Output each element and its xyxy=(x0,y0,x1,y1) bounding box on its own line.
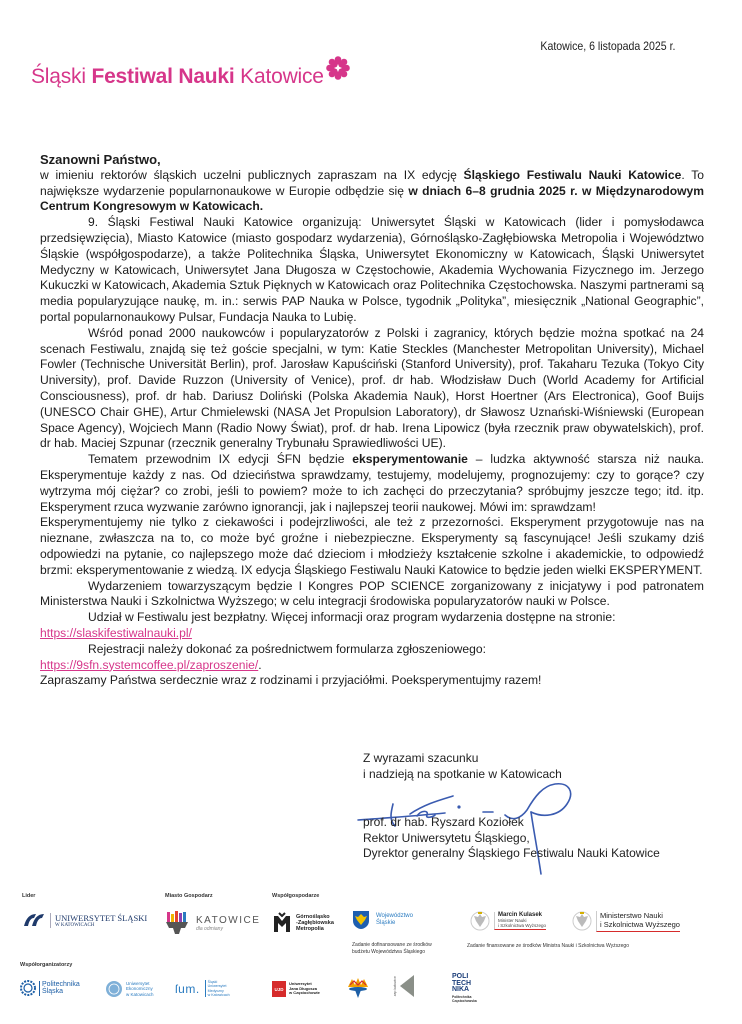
metropolia-line-2: -Zagłębiowska xyxy=(296,919,334,926)
ujd-line-1: Uniwersytet xyxy=(289,980,312,986)
logo-text-festiwal-nauki: Festiwal Nauki xyxy=(91,65,235,88)
asp-triangle-icon xyxy=(400,975,414,997)
ministry-funding-note: Zadanie finansowane ze środków Ministra Nauki i Szkolnictwa Wyższego xyxy=(467,943,629,949)
ue-line-1: Uniwersytet xyxy=(126,981,150,987)
intro-text-1: w imieniu rektorów śląskich uczelni publicznych zapraszam na IX edycję xyxy=(40,167,464,182)
sum-line-1: Śląski xyxy=(207,980,218,984)
paragraph-registration: Rejestracji należy dokonać za pośrednictwem formularza zgłoszeniowego: xyxy=(88,641,486,656)
logo-ujd xyxy=(272,981,320,997)
paragraph-free-entry: Udział w Festiwalu jest bezpłatny. Więcej informacji oraz program wydarzenia dostępne na stronie: xyxy=(88,610,616,625)
logo-politechnika-czestochowska xyxy=(452,974,477,1003)
signer-block xyxy=(363,815,660,862)
greeting: Szanowni Państwo, xyxy=(40,152,161,167)
festival-logo xyxy=(31,56,350,89)
logo-text-slaski: Śląski xyxy=(31,65,92,88)
signer-title-2: Dyrektor generalny Śląskiego Festiwalu Nauki Katowice xyxy=(363,846,660,860)
katowice-tagline: dla odmiany xyxy=(196,925,223,932)
logo-metropolia xyxy=(272,912,334,934)
label-coorganizers: Współorganizatorzy xyxy=(20,962,73,968)
katowice-emblem-icon xyxy=(165,910,191,936)
closing-salutation xyxy=(363,751,562,782)
polish-eagle-icon xyxy=(572,910,592,932)
intro-date-venue: w dniach 6–8 grudnia 2025 r. w Międzynarodowym Centrum Kongresowym w Katowicach. xyxy=(40,183,704,214)
katowice-name: KATOWICE xyxy=(196,914,261,926)
paragraph-guests: Wśród ponad 2000 naukowców i popularyzatorów z Polski i zagranicy, których będzie można spotkać na 24 scenach Festiwalu, znajdą się też goście specjalni, w tym: Katie Steckles (Manchester Metropolitan University), Michael Fowler (Technische Universität Berlin), prof. Jarosław Kapuściński (Stanford University), prof. Takaharu Tezuka (Tokyo City University), prof. Davide Ruzzon (University of Venice), prof. dr hab. Włodzisław Duch (World Academy for Artificial Consciousness), prof. dr hab. Dariusz Doliński (Polska Akademia Nauk), Horst Hoertner (Ars Electronica), Goof Buijs (UNESCO Chair GHE), Artur Chmielewski (NASA Jet Propulsion Laboratory), dr Sławosz Uznański-Wiśniewski (European Space Agency), Wojciech Mann (Radio Nowy Świat), prof. dr hab. Irena Lipowicz (była rzecznik praw obywatelskich), prof. dr hab. Maciej Szpunar (rzecznik generalny Trybunału Sprawiedliwości UE). xyxy=(40,325,704,451)
minister-name: Marcin Kulasek xyxy=(498,912,543,918)
logo-wojewodztwo-slaskie xyxy=(352,910,413,930)
theme-text-1: Tematem przewodnim IX edycji ŚFN będzie xyxy=(88,452,353,467)
minister-title-1: Minister Nauki xyxy=(498,918,527,923)
logo-slaski-uniwersytet-medyczny xyxy=(175,980,230,997)
letter-date: Katowice, 6 listopada 2025 r. xyxy=(539,39,675,53)
sum-line-2: Uniwersytet xyxy=(207,984,227,989)
closing-line-2: i nadzieją na spotkanie w Katowicach xyxy=(363,766,562,781)
sum-line-3: Medyczny xyxy=(207,988,224,993)
label-host-city: Miasto Gospodarz xyxy=(165,893,213,899)
pcz-line-3: NIKA xyxy=(452,986,470,993)
paragraph-organizers: 9. Śląski Festiwal Nauki Katowice organizują: Uniwersytet Śląski w Katowicach (lider i pomysłodawca przedsięwzięcia), Miasto Katowice (miasto gospodarz wydarzenia), Górnośląsko-Zagłębiowska Metropolia i Województwo Śląskie (współgospodarze), a także Politechnika Śląska, Uniwersytet Ekonomiczny w Katowicach, Śląski Uniwersytet Medyczny w Katowicach, Uniwersytet Jana Długosza w Częstochowie, Akademia Wychowania Fizycznego im. Jerzego Kukuczki w Katowicach, Akademia Sztuk Pięknych w Katowicach oraz Politechnika Częstochowska. Naszymi partnerami są media popularyzujące naukę, m. in.: serwis PAP Nauka w Polsce, tygodnik „Polityka”, miesięcznik „National Geographic”, portal popularnonaukowy Pulsar, Fundacja Nauka to Lubię. xyxy=(40,215,704,324)
ministry-line-1: Ministerstwo Nauki xyxy=(600,910,663,920)
logo-asp xyxy=(393,975,414,997)
logo-text-katowice: Katowice xyxy=(234,65,324,88)
intro-festival-name: Śląskiego Festiwalu Nauki Katowice xyxy=(463,167,682,182)
voivodeship-line-1: Województwo xyxy=(376,913,413,919)
ujd-line-2: Jana Długosza xyxy=(289,985,318,991)
paragraph-intro xyxy=(40,168,704,215)
sum-line-4: w Katowicach xyxy=(207,992,230,997)
metropolia-line-1: Górnośląsko xyxy=(296,913,330,920)
logo-ministerstwo xyxy=(572,910,680,932)
pcz-line-1: POLI xyxy=(452,973,469,980)
metropolia-line-3: Metropolia xyxy=(296,926,324,933)
asp-label: asp katowice xyxy=(393,975,397,997)
us-emblem-icon xyxy=(22,912,46,928)
registration-form-link[interactable]: https://9sfn.systemcoffee.pl/zaproszenie/ xyxy=(40,657,259,672)
pcz-line-2: TECH xyxy=(452,979,472,987)
us-name: UNIWERSYTET ŚLĄSKI xyxy=(55,912,148,923)
sum-mark: ſum. xyxy=(175,981,200,996)
ue-line-2: Ekonomiczny xyxy=(126,986,153,992)
voivodeship-line-2: Śląskie xyxy=(376,920,396,926)
festival-website-link[interactable]: https://slaskifestiwalnauki.pl/ xyxy=(40,625,192,640)
polsl-line-1: Politechnika xyxy=(42,980,80,988)
paragraph-theme xyxy=(40,452,704,515)
voivodeship-note-2: budżetu Województwa Śląskiego xyxy=(352,948,426,955)
ministry-line-2: i Szkolnictwa Wyższego xyxy=(600,919,680,929)
link-suffix: . xyxy=(258,657,262,672)
ujd-line-3: w Częstochowie xyxy=(289,990,320,996)
ujd-mark: UJD xyxy=(272,981,286,997)
signer-name: prof. dr hab. Ryszard Koziołek xyxy=(363,815,524,829)
theme-text-2: – ludzka aktywność starsza niż nauka. Eksperymentuje każdy z nas. Od dzieciństwa sprawdzamy, testujemy, modelujemy, prognozujemy: czy to gorące? czy wytrzyma mój ciężar? co zrobi, jeśli to powiem? może to ich zachęci do przeczytania? spróbujmy jeszcze tego; itd. itp. Eksperyment rzuca wyzwanie zarówno ignorancji, jak i najlepszej teorii naukowej. Mówi im: sprawdzam! xyxy=(40,452,704,514)
label-cohosts: Współgospodarze xyxy=(272,893,320,899)
polish-eagle-icon xyxy=(470,910,490,932)
closing-line-1: Z wyrazami szacunku xyxy=(363,751,479,765)
logo-katowice xyxy=(165,910,260,936)
signer-title-1: Rektor Uniwersytetu Śląskiego, xyxy=(363,830,530,845)
pcz-sub-1: Politechnika xyxy=(452,994,472,999)
minister-title-2: i Szkolnictwa Wyższego xyxy=(498,923,546,928)
ue-seal-icon xyxy=(105,980,123,998)
polsl-line-2: Śląska xyxy=(42,988,64,995)
label-leader: Lider xyxy=(22,893,36,899)
us-city: W KATOWICACH xyxy=(55,922,95,928)
logo-minister xyxy=(470,910,546,932)
intro-text-2: . To największe wydarzenie popularnonaukowe w Europie odbędzie się xyxy=(40,167,704,198)
paragraph-theme-continued: Eksperymentujemy nie tylko z ciekawości i podejrzliwości, ale też z przezorności. Eksperyment przygotowuje nas na nieznane, zwłaszcza na to, co może być groźne i niebezpieczne. Eksperymenty są fascynujące! Jeśli szukamy dziś odpowiedzi na pytanie, co najlepszego może dać dzieciom i młodzieży kształcenie szkolne i akademickie, to odpowiedź brzmi: eksperymentowanie z wiedzą. IX edycja Śląskiego Festiwalu Nauki Katowice to będzie jeden wielki EKSPERYMENT. xyxy=(40,515,704,577)
metropolia-emblem-icon xyxy=(272,912,292,934)
flower-icon xyxy=(326,56,350,80)
gear-emblem-icon xyxy=(20,980,36,996)
paragraph-congress: Wydarzeniem towarzyszącym będzie I Kongres POP SCIENCE zorganizowany z inicjatywy i pod patronatem Ministerstwa Nauki i Szkolnictwa Wyższego; w celu integracji środowiska popularyzatorów nauki w Polsce. xyxy=(40,578,704,609)
eagle-shield-icon xyxy=(352,910,370,930)
voivodeship-note-1: Zadanie dofinansowane ze środków xyxy=(352,942,432,948)
logo-uniwersytet-slaski xyxy=(22,912,147,928)
pcz-sub-2: Częstochowska xyxy=(452,998,477,1003)
logo-politechnika-slaska xyxy=(20,980,80,996)
festival-logo-text xyxy=(31,65,324,89)
awf-torch-icon xyxy=(346,977,370,999)
theme-keyword: eksperymentowanie xyxy=(352,452,468,467)
voivodeship-funding-note xyxy=(352,942,432,955)
paragraph-invitation: Zapraszamy Państwa serdecznie wraz z rodzinami i przyjaciółmi. Poeksperymentujmy razem! xyxy=(40,673,542,688)
logo-awf xyxy=(346,977,370,999)
ue-line-3: w Katowicach xyxy=(126,991,154,997)
letter-body xyxy=(40,152,704,689)
logo-uniwersytet-ekonomiczny xyxy=(105,980,154,998)
